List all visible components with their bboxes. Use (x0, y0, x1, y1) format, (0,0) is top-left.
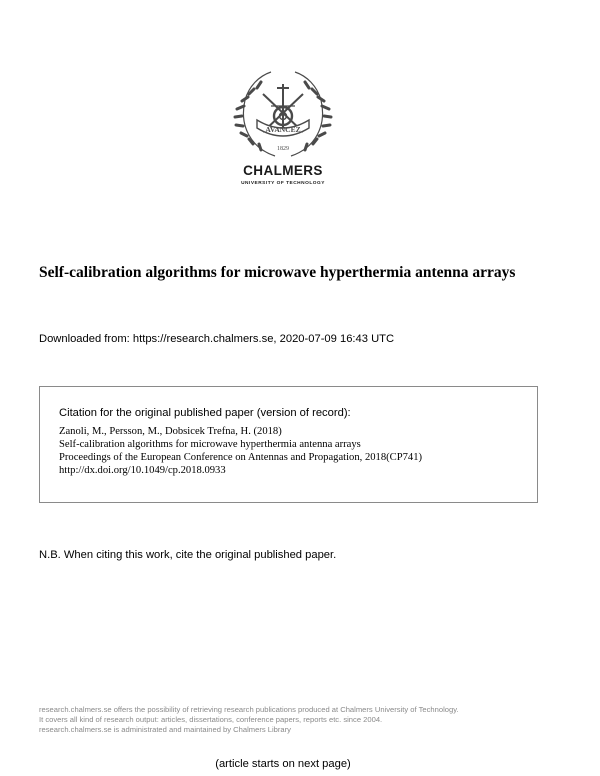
footer-info (39, 705, 459, 735)
paper-title: Self-calibration algorithms for microwave hyperthermia antenna arrays (39, 264, 516, 281)
download-info: Downloaded from: https://research.chalmers.se, 2020-07-09 16:43 UTC (39, 333, 395, 345)
brand-name: CHALMERS (243, 163, 323, 178)
citation-note: N.B. When citing this work, cite the original published paper. (39, 549, 337, 561)
next-page-note: (article starts on next page) (215, 758, 351, 770)
citation-lines (59, 425, 422, 477)
footer-line: research.chalmers.se is administrated and maintained by Chalmers Library (39, 725, 291, 734)
seal-motto: AVANCEZ (265, 125, 301, 134)
brand-subtitle: UNIVERSITY OF TECHNOLOGY (241, 181, 325, 186)
footer-line: It covers all kind of research output: articles, dissertations, conference papers, reports etc. since 2004. (39, 715, 383, 724)
seal-emblem-icon (233, 66, 333, 166)
footer-line: research.chalmers.se offers the possibility of retrieving research publications produced at Chalmers University of Technology. (39, 705, 459, 714)
citation-title: Self-calibration algorithms for microwave hyperthermia antenna arrays (59, 439, 361, 450)
citation-authors: Zanoli, M., Persson, M., Dobsicek Trefna, H. (2018) (59, 426, 282, 437)
seal-year: 1829 (277, 146, 289, 152)
citation-heading: Citation for the original published paper (version of record): (59, 407, 351, 419)
citation-box (39, 386, 538, 503)
citation-doi-link[interactable]: http://dx.doi.org/10.1049/cp.2018.0933 (59, 465, 226, 476)
citation-venue: Proceedings of the European Conference on Antennas and Propagation, 2018(CP741) (59, 452, 423, 463)
